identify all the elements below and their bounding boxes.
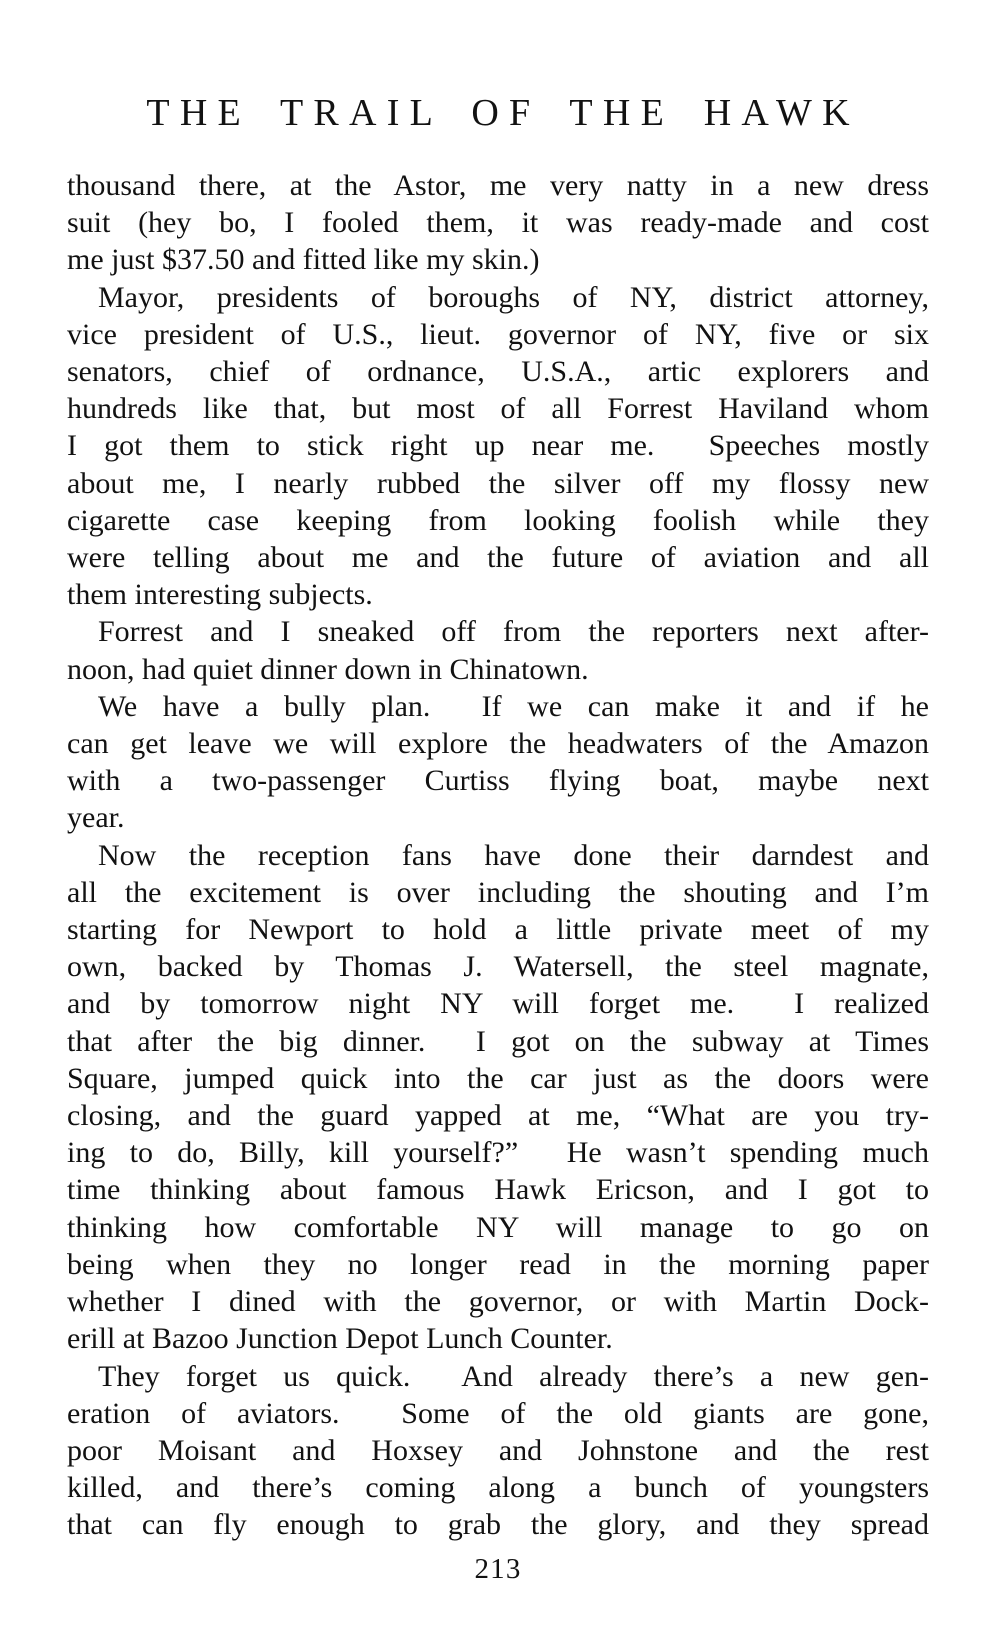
text-line: erill at Bazoo Junction Depot Lunch Counter. [67,1322,613,1356]
paragraph [67,1358,929,1544]
text-line: and by tomorrow night NY will forget me. I realized [67,987,929,1021]
text-line: I got them to stick right up near me. Speeches mostly [67,429,929,463]
text-line: noon, had quiet dinner down in Chinatown. [67,652,589,686]
text-line: closing, and the guard yapped at me, “What are you try- [67,1099,929,1133]
page-number: 213 [474,1552,522,1585]
text-line: thousand there, at the Astor, me very natty in a new dress [67,169,929,202]
text-line: were telling about me and the future of aviation and all [67,541,929,575]
text-line: them interesting subjects. [67,578,373,612]
text-line: starting for Newport to hold a little private meet of my [67,913,929,947]
text-block [67,0,929,1588]
text-line: with a two-passenger Curtiss flying boat, maybe next [67,764,929,798]
text-line: own, backed by Thomas J. Watersell, the steel magnate, [67,950,929,984]
text-line: time thinking about famous Hawk Ericson, and I got to [67,1173,929,1207]
paragraph [67,167,929,279]
paragraph [67,837,929,1358]
text-line: senators, chief of ordnance, U.S.A., artic explorers and [67,355,929,389]
text-line: thinking how comfortable NY will manage to go on [67,1210,929,1244]
text-line: hundreds like that, but most of all Forrest Haviland whom [67,392,929,426]
text-line: They forget us quick. And already there’s a new gen- [98,1359,929,1393]
text-line: that after the big dinner. I got on the subway at Times [67,1024,929,1058]
text-line: being when they no longer read in the morning paper [67,1247,929,1281]
text-line: suit (hey bo, I fooled them, it was ready-made and cost [67,206,929,240]
text-line: We have a bully plan. If we can make it and if he [98,689,929,723]
text-line: year. [67,801,125,835]
text-line: poor Moisant and Hoxsey and Johnstone and the rest [67,1433,929,1467]
text-line: about me, I nearly rubbed the silver off my flossy new [67,466,929,500]
text-line: ing to do, Billy, kill yourself?” He wasn’t spending much [67,1136,929,1170]
text-line: cigarette case keeping from looking foolish while they [67,503,929,537]
text-line: eration of aviators. Some of the old giants are gone, [67,1396,929,1430]
paragraph [67,613,929,687]
text-line: killed, and there’s coming along a bunch of youngsters [67,1471,929,1505]
text-line: can get leave we will explore the headwaters of the Amazon [67,727,929,761]
running-header: THE TRAIL OF THE HAWK [146,92,860,134]
paragraph [67,279,929,614]
text-line: Square, jumped quick into the car just as the doors were [67,1061,929,1095]
text-line: vice president of U.S., lieut. governor of NY, five or six [67,317,929,351]
text-line: me just $37.50 and fitted like my skin.) [67,243,540,277]
text-line: that can fly enough to grab the glory, and they spread [67,1508,929,1542]
text-line: Forrest and I sneaked off from the reporters next after- [98,615,929,649]
text-line: Now the reception fans have done their darndest and [98,838,929,872]
text-line: Mayor, presidents of boroughs of NY, district attorney, [98,280,929,314]
paragraph [67,688,929,837]
text-line: whether I dined with the governor, or with Martin Dock- [67,1285,929,1319]
body-text [67,167,929,1544]
text-line: all the excitement is over including the shouting and I’m [67,875,929,909]
